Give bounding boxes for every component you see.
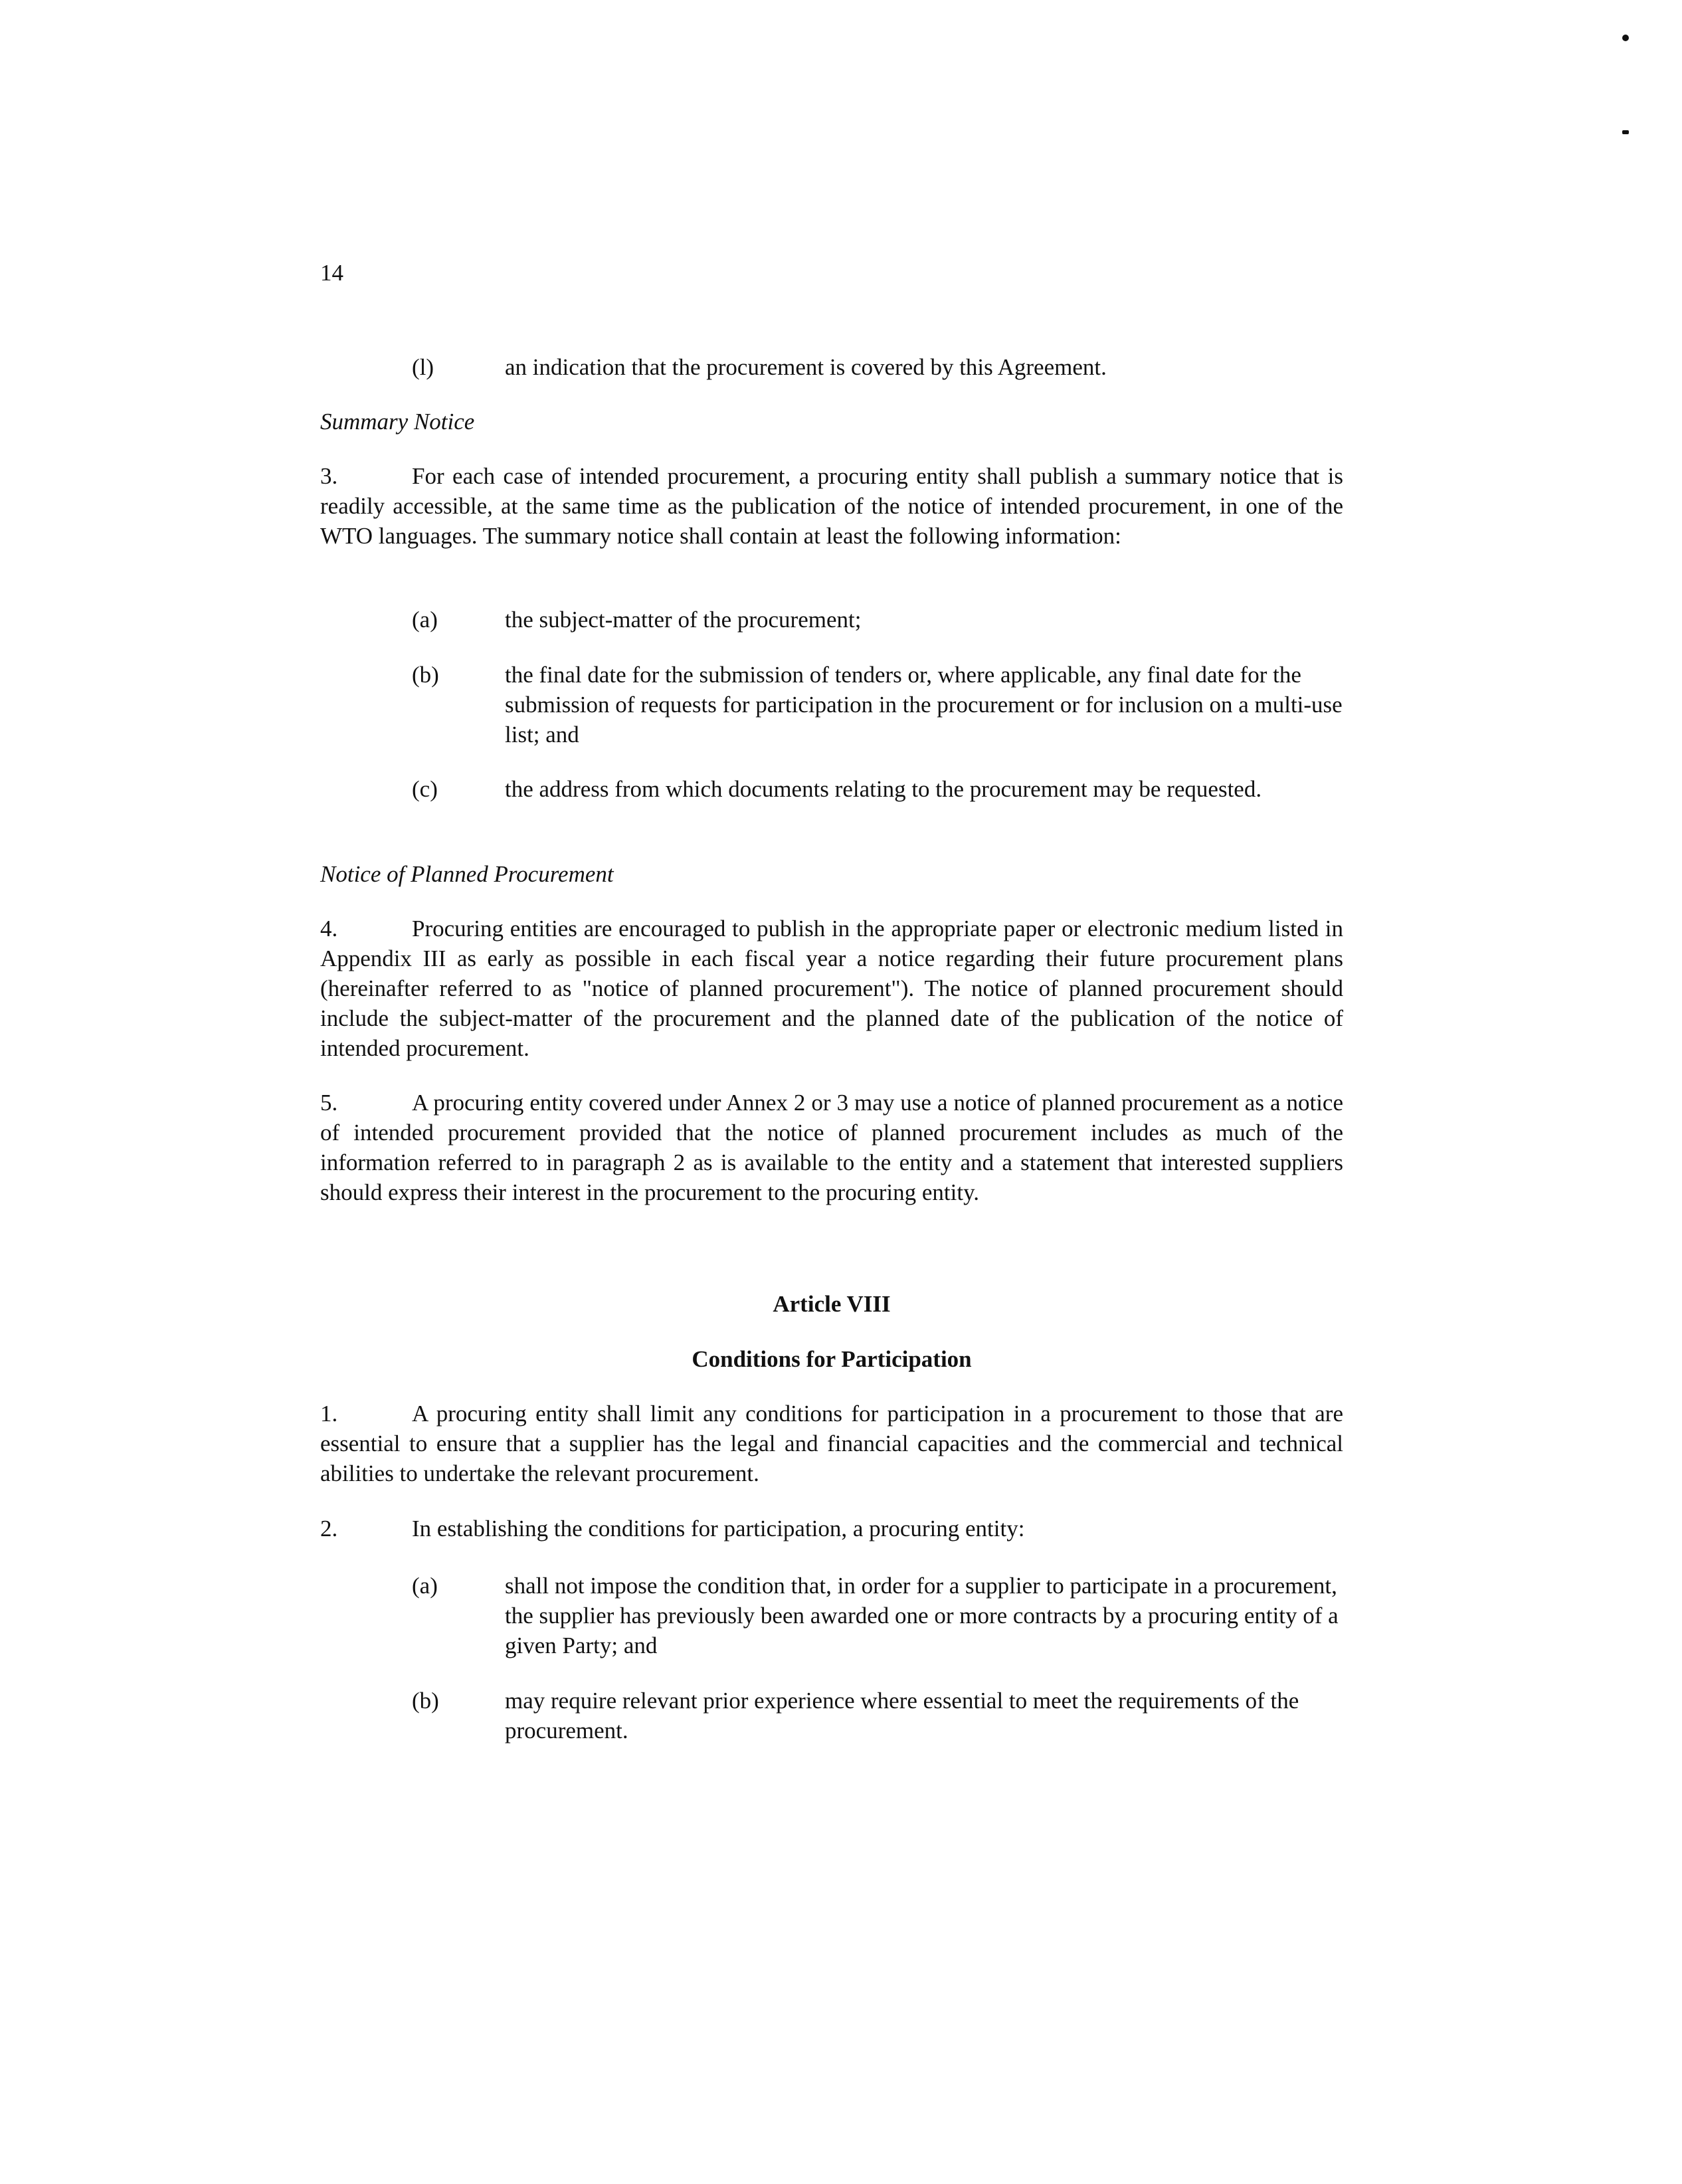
list-item-text: the address from which documents relating to the procurement may be requested. xyxy=(505,776,1262,802)
article-title: Article VIII xyxy=(773,1291,891,1317)
section-heading-summary-notice: Summary Notice xyxy=(320,409,475,435)
paragraph-number: 2. xyxy=(320,1516,338,1541)
list-item-label: (b) xyxy=(412,1688,439,1714)
scan-mark-dot xyxy=(1622,35,1629,41)
section-heading-planned-procurement: Notice of Planned Procurement xyxy=(320,861,614,887)
list-item-label: (b) xyxy=(412,662,439,688)
list-item-label: (a) xyxy=(412,607,438,633)
list-item-text: the final date for the submission of tenders or, where applicable, any final date for the submission of requests for participation in the procurement or for inclusion on a multi-use list; and xyxy=(505,662,1343,747)
paragraph-4 xyxy=(320,914,1343,1063)
scan-mark-dash xyxy=(1622,130,1629,134)
list-item-label: (c) xyxy=(412,776,438,802)
paragraph-text: A procuring entity shall limit any conditions for participation in a procurement to those that are essential to ensure that a supplier has the legal and financial capacities and the commercial and technical abilities to undertake the relevant procurement. xyxy=(320,1401,1343,1486)
paragraph-3 xyxy=(320,461,1343,551)
paragraph-text: A procuring entity covered under Annex 2 or 3 may use a notice of planned procurement as a notice of intended procurement provided that the notice of planned procurement includes as much of the information referred to in paragraph 2 as is available to the entity and a statement that interested suppliers should express their interest in the procurement to the procuring entity. xyxy=(320,1090,1343,1205)
paragraph-number: 4. xyxy=(320,916,338,942)
paragraph-text: For each case of intended procurement, a procuring entity shall publish a summary notice that is readily accessible, at the same time as the publication of the notice of intended procurement, in one of the WTO languages. The summary notice shall contain at least the following information: xyxy=(320,463,1343,549)
paragraph-5 xyxy=(320,1088,1343,1207)
list-item-text: the subject-matter of the procurement; xyxy=(505,607,862,633)
list-item-label: (l) xyxy=(412,354,434,380)
list-item-text: an indication that the procurement is covered by this Agreement. xyxy=(505,354,1107,380)
paragraph-number: 5. xyxy=(320,1090,338,1116)
list-item-text: shall not impose the condition that, in order for a supplier to participate in a procurement, the supplier has previously been awarded one or more contracts by a procuring entity of a given Party; and xyxy=(505,1573,1339,1658)
list-item-label: (a) xyxy=(412,1573,438,1599)
paragraph-text: In establishing the conditions for participation, a procuring entity: xyxy=(412,1516,1025,1541)
paragraph-text: Procuring entities are encouraged to publish in the appropriate paper or electronic medium listed in Appendix III as early as possible in each fiscal year a notice regarding their future procurement plans (hereinafter referred to as "notice of planned procurement"). The notice of planned procurement should include the subject-matter of the procurement and the planned date of the publication of the notice of intended procurement. xyxy=(320,916,1343,1061)
paragraph-number: 1. xyxy=(320,1401,338,1427)
article-subtitle: Conditions for Participation xyxy=(692,1346,972,1372)
article-paragraph-2 xyxy=(320,1514,1343,1543)
list-item-text: may require relevant prior experience where essential to meet the requirements of the procurement. xyxy=(505,1688,1299,1743)
page-number: 14 xyxy=(320,260,343,286)
paragraph-number: 3. xyxy=(320,463,338,489)
article-paragraph-1 xyxy=(320,1399,1343,1488)
